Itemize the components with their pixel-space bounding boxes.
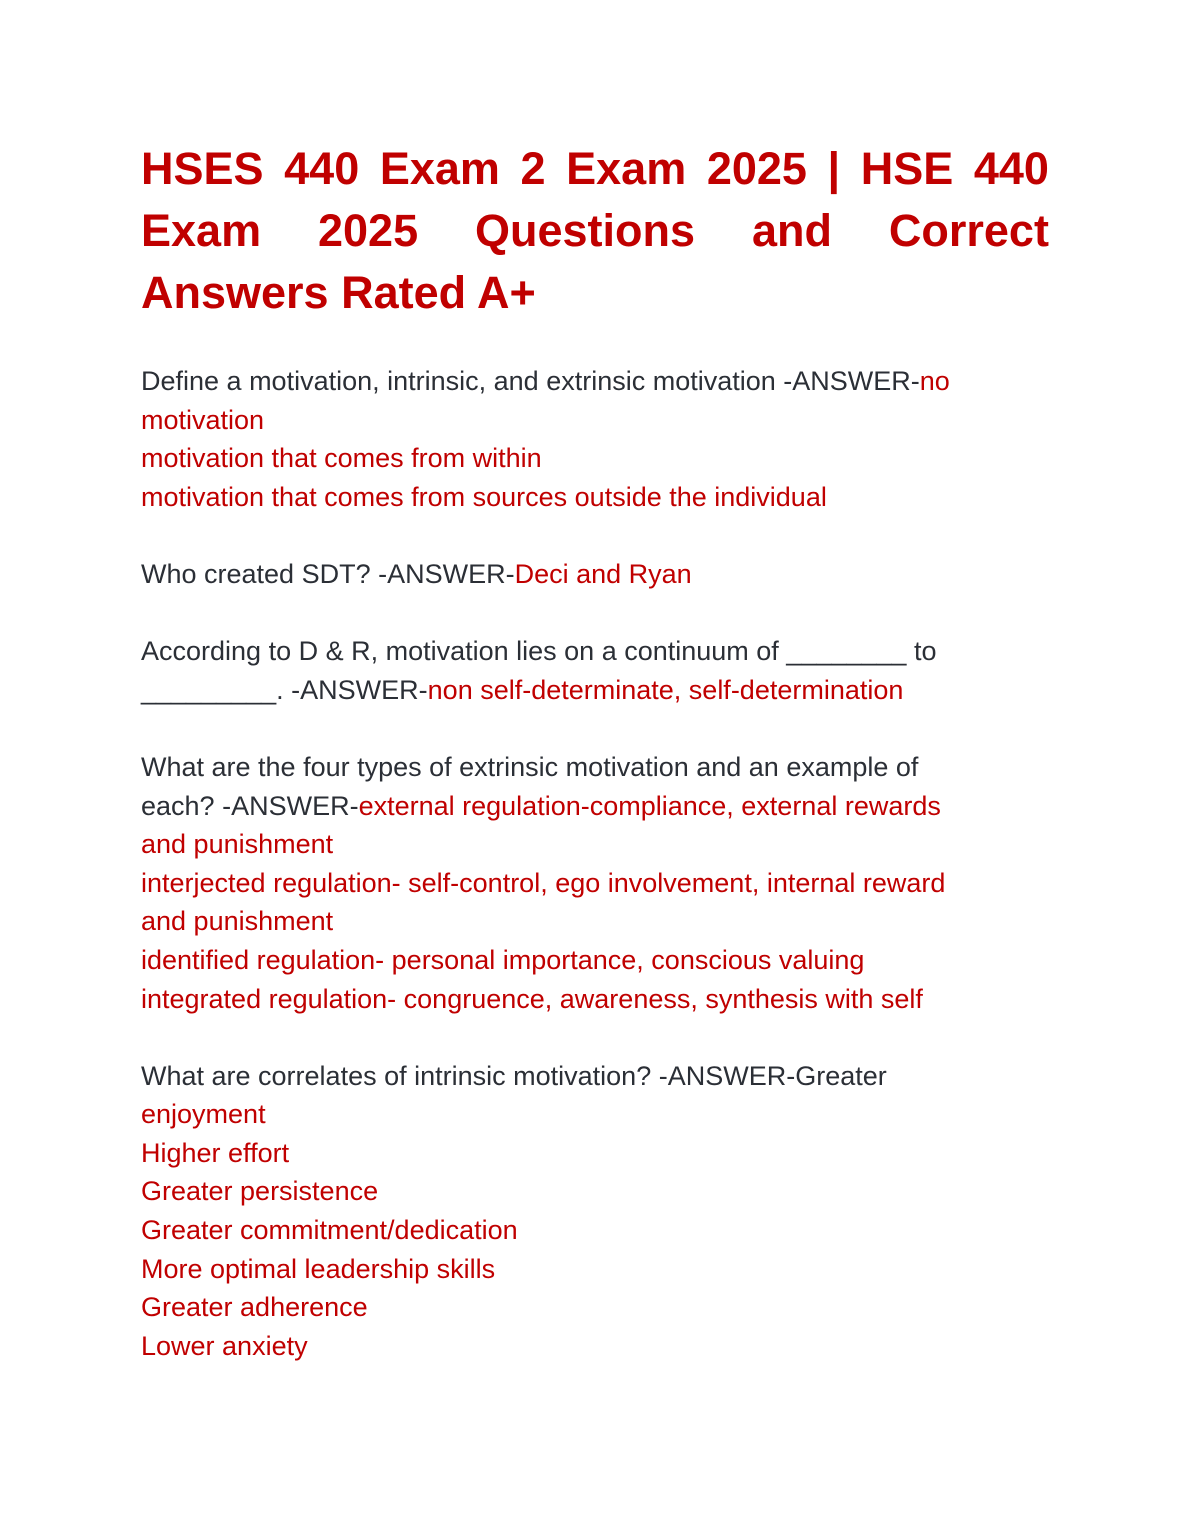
title-word: Correct	[888, 205, 1049, 256]
question-line	[141, 671, 1049, 710]
title-word: and	[751, 205, 832, 256]
title-word: Exam	[141, 205, 262, 256]
answer-line: and punishment	[141, 906, 334, 937]
qa-item	[141, 632, 1049, 709]
answer-text: external regulation-compliance, external rewards	[358, 790, 941, 821]
answer-line: identified regulation- personal importance, conscious valuing	[141, 944, 865, 975]
title-word: HSE	[860, 143, 954, 194]
answer-marker: -ANSWER-	[378, 558, 515, 589]
answer-marker: -ANSWER-	[291, 674, 428, 705]
answer-line: interjected regulation- self-control, ego involvement, internal reward	[141, 867, 946, 898]
answer-line: More optimal leadership skills	[141, 1253, 496, 1284]
document-title	[141, 138, 1049, 324]
answer-marker: -ANSWER-	[222, 790, 359, 821]
title-word: Exam	[379, 143, 500, 194]
question-text: _________.	[141, 674, 292, 705]
question-line	[141, 787, 1049, 826]
title-word: HSES	[141, 143, 264, 194]
answer-line: motivation that comes from within	[141, 443, 542, 474]
title-word: 2025	[706, 143, 807, 194]
title-word: 2025	[318, 205, 419, 256]
question-line: What are correlates of intrinsic motivation? -ANSWER-Greater	[141, 1060, 887, 1091]
title-word: 2	[520, 143, 546, 194]
answer-text: Deci and Ryan	[514, 558, 692, 589]
answer-line: motivation that comes from sources outside the individual	[141, 481, 827, 512]
answer-marker: -ANSWER-	[783, 366, 920, 396]
qa-item	[141, 748, 1049, 1018]
question-line	[141, 362, 1049, 401]
answer-text: no	[919, 366, 950, 396]
question-text: Who created SDT?	[141, 558, 379, 589]
qa-item	[141, 1057, 1049, 1366]
title-word: Exam	[566, 143, 687, 194]
answer-line: Greater adherence	[141, 1292, 368, 1323]
title-word: Questions	[475, 205, 696, 256]
answer-line: Greater commitment/dedication	[141, 1215, 518, 1246]
title-word: 440	[973, 143, 1049, 194]
question-line	[141, 555, 1049, 594]
answer-line: enjoyment	[141, 1099, 266, 1130]
answer-text: non self-determinate, self-determination	[427, 674, 904, 705]
title-line-3: Answers Rated A+	[141, 267, 536, 318]
answer-line: integrated regulation- congruence, awareness, synthesis with self	[141, 983, 923, 1014]
answer-line: Higher effort	[141, 1137, 290, 1168]
question-text: Define a motivation, intrinsic, and extrinsic motivation	[141, 366, 784, 396]
title-line-2	[141, 200, 1049, 262]
answer-line: Lower anxiety	[141, 1330, 308, 1361]
title-word: |	[827, 143, 841, 194]
question-line: According to D & R, motivation lies on a continuum of ________ to	[141, 636, 937, 667]
answer-line: and punishment	[141, 829, 334, 860]
title-line-1	[141, 138, 1049, 200]
title-word: 440	[284, 143, 360, 194]
qa-item	[141, 555, 1049, 594]
qa-item	[141, 362, 1049, 516]
answer-line: motivation	[141, 404, 265, 435]
question-line: What are the four types of extrinsic motivation and an example of	[141, 751, 919, 782]
qa-list	[141, 362, 1049, 1404]
question-text: each?	[141, 790, 223, 821]
answer-line: Greater persistence	[141, 1176, 379, 1207]
